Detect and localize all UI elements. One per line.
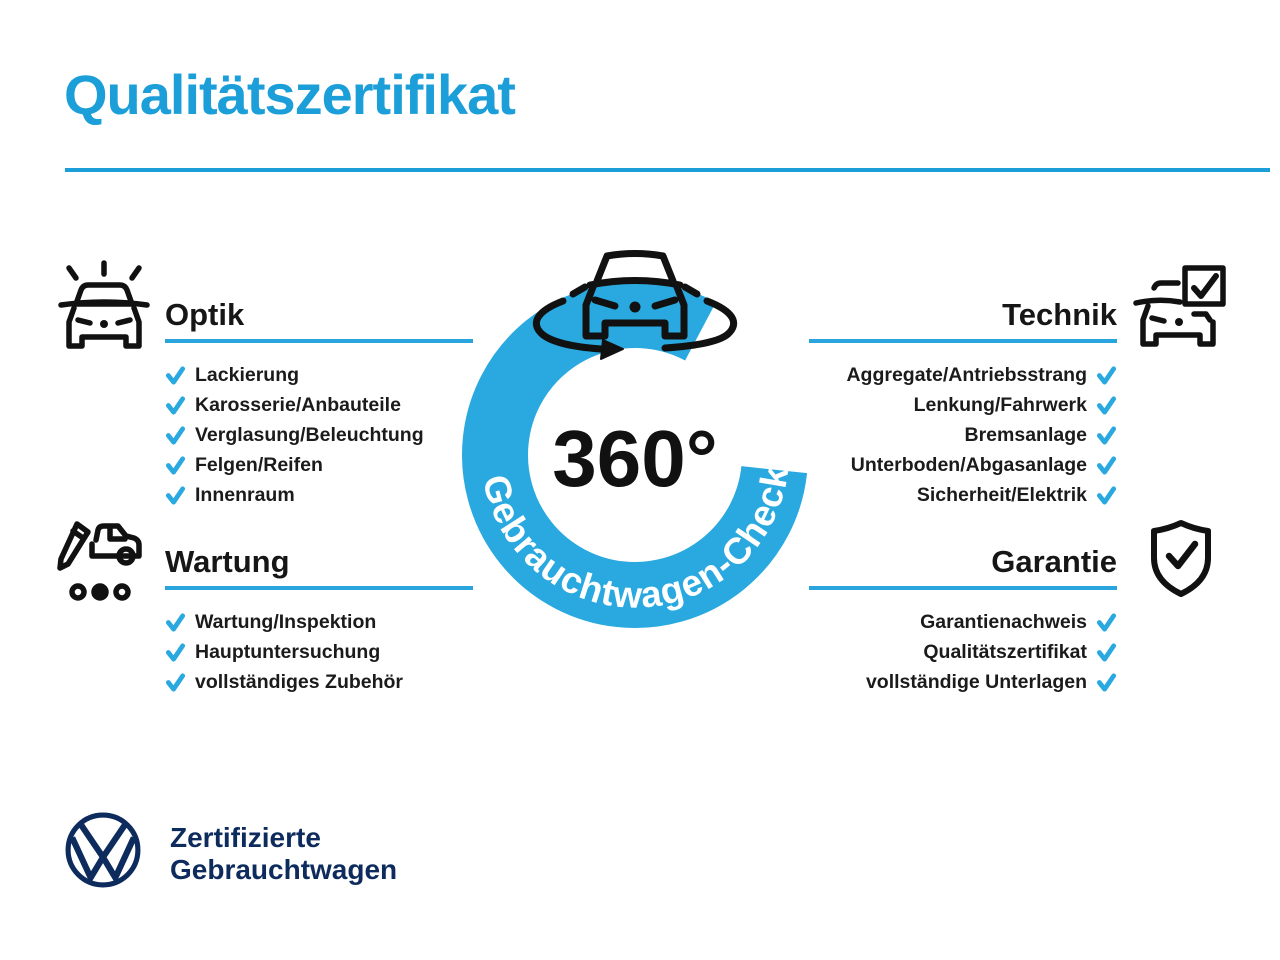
check-icon (1096, 425, 1117, 446)
car-checkbox-icon (1128, 258, 1233, 358)
check-icon (1096, 642, 1117, 663)
footer-brand-line2: Gebrauchtwagen (170, 854, 398, 885)
check-icon (1096, 485, 1117, 506)
checklist-item-label: Garantienachweis (920, 610, 1087, 633)
check-icon (165, 672, 186, 693)
checklist-item (165, 667, 403, 697)
checklist-item-label: Hauptuntersuchung (195, 640, 381, 663)
badge-ring-text: Gebrauchtwagen-Check (474, 462, 797, 617)
checklist-garantie (787, 607, 1117, 697)
checklist-item (787, 360, 1117, 390)
footer-brand-line1: Zertifizierte (170, 822, 321, 853)
checklist-item (165, 637, 403, 667)
checklist-item-label: Aggregate/Antriebsstrang (846, 363, 1087, 386)
checklist-item-label: Lenkung/Fahrwerk (913, 393, 1087, 416)
section-divider-wartung (165, 586, 473, 590)
checklist-item (787, 637, 1117, 667)
checklist-optik (165, 360, 424, 510)
check-icon (165, 485, 186, 506)
footer-brand-text (170, 822, 397, 886)
360-check-badge (445, 243, 825, 643)
check-icon (1096, 612, 1117, 633)
checklist-item (165, 480, 424, 510)
checklist-item-label: Sicherheit/Elektrik (916, 483, 1087, 506)
checklist-item-label: Felgen/Reifen (195, 453, 323, 476)
checklist-item-label: Verglasung/Beleuchtung (195, 423, 424, 446)
shield-check-icon (1146, 518, 1216, 600)
title-divider (65, 168, 1270, 172)
checklist-item (787, 607, 1117, 637)
page-title: Qualitätszertifikat (64, 63, 515, 126)
checklist-item (787, 480, 1117, 510)
check-icon (165, 395, 186, 416)
checklist-item-label: Bremsanlage (964, 423, 1087, 446)
car-shine-icon (54, 258, 154, 356)
check-icon (1096, 365, 1117, 386)
check-icon (165, 425, 186, 446)
service-pencil-car-icon (52, 512, 152, 612)
vw-logo (64, 811, 142, 889)
checklist-item (165, 390, 424, 420)
checklist-item (787, 420, 1117, 450)
check-icon (165, 365, 186, 386)
section-title-wartung: Wartung (165, 544, 290, 579)
checklist-item (165, 420, 424, 450)
checklist-item (165, 450, 424, 480)
section-divider-optik (165, 339, 473, 343)
checklist-item-label: Karosserie/Anbauteile (195, 393, 401, 416)
checklist-item-label: Unterboden/Abgasanlage (850, 453, 1087, 476)
checklist-item (165, 360, 424, 390)
badge-degrees: 360° (552, 414, 718, 503)
checklist-wartung (165, 607, 403, 697)
checklist-item (787, 667, 1117, 697)
checklist-item (165, 607, 403, 637)
checklist-item-label: vollständige Unterlagen (865, 670, 1087, 693)
check-icon (1096, 395, 1117, 416)
section-title-garantie: Garantie (991, 544, 1117, 579)
checklist-item-label: Qualitätszertifikat (923, 640, 1087, 663)
check-icon (165, 455, 186, 476)
check-icon (1096, 455, 1117, 476)
checklist-item (787, 390, 1117, 420)
checklist-item-label: Wartung/Inspektion (195, 610, 377, 633)
section-divider-technik (809, 339, 1117, 343)
check-icon (1096, 672, 1117, 693)
check-icon (165, 642, 186, 663)
checklist-item-label: vollständiges Zubehör (195, 670, 404, 693)
check-icon (165, 612, 186, 633)
checklist-item-label: Lackierung (195, 363, 300, 386)
section-title-technik: Technik (1002, 297, 1117, 332)
checklist-item (787, 450, 1117, 480)
checklist-technik (787, 360, 1117, 510)
section-title-optik: Optik (165, 297, 245, 332)
section-divider-garantie (809, 586, 1117, 590)
checklist-item-label: Innenraum (195, 483, 295, 506)
